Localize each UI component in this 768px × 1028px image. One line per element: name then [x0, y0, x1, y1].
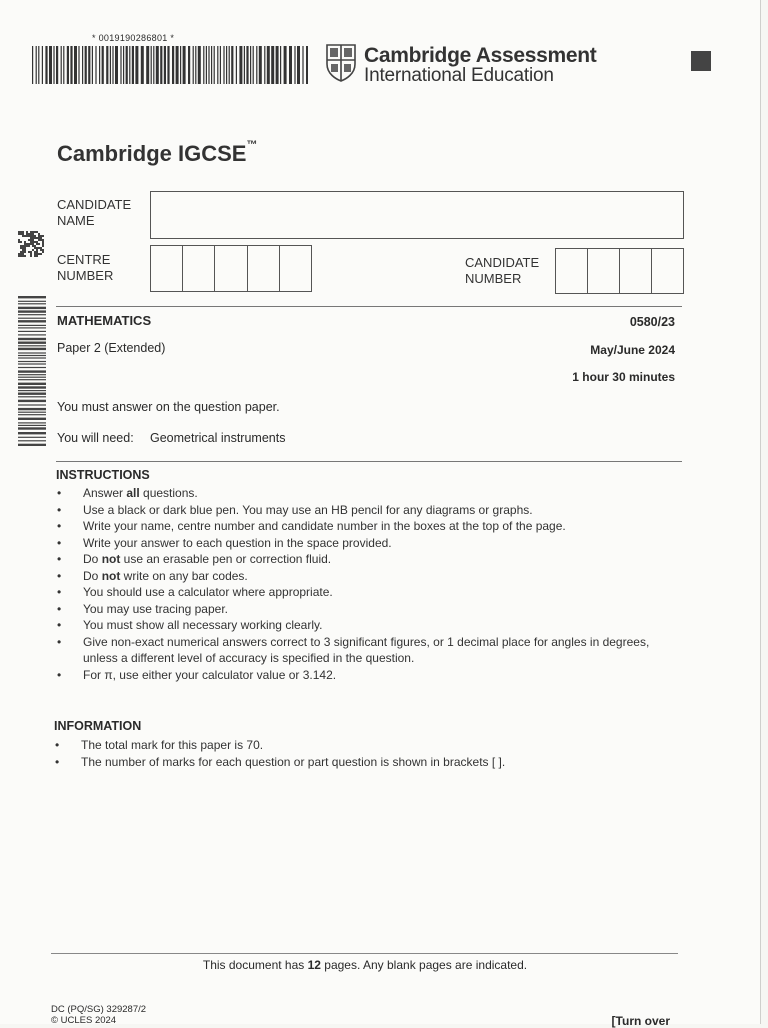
digit-box[interactable]: [280, 246, 311, 291]
dc-code: DC (PQ/SG) 329287/2: [51, 1004, 147, 1015]
exam-session: May/June 2024: [590, 343, 675, 357]
list-item: • For π, use either your calculator value or 3.142.: [57, 667, 657, 684]
digit-box[interactable]: [652, 249, 683, 293]
digit-box[interactable]: [183, 246, 215, 291]
you-will-need-value: Geometrical instruments: [150, 431, 286, 445]
instructions-heading: INSTRUCTIONS: [56, 468, 150, 482]
digit-box[interactable]: [620, 249, 652, 293]
list-item: • Give non-exact numerical answers correct to 3 significant figures, or 1 decimal place for angles in degrees, unless a different level of accuracy is specified in the question.: [57, 634, 657, 667]
digit-box[interactable]: [248, 246, 280, 291]
candidate-number-label: CANDIDATE NUMBER: [465, 255, 540, 286]
centre-number-boxes[interactable]: [150, 245, 312, 292]
copyright: © UCLES 2024: [51, 1015, 117, 1026]
divider: [51, 953, 678, 954]
digit-box[interactable]: [215, 246, 247, 291]
list-item: • You must show all necessary working clearly.: [57, 617, 657, 634]
candidate-name-box[interactable]: [150, 191, 684, 239]
centre-number-label: CENTRE NUMBER: [57, 252, 114, 283]
shield-icon: [326, 44, 356, 82]
logo-line-1: Cambridge Assessment: [364, 44, 597, 67]
digit-box[interactable]: [588, 249, 620, 293]
candidate-name-label: CANDIDATE NAME: [57, 197, 132, 228]
page-count-note: This document has 12 pages. Any blank pages are indicated.: [202, 958, 528, 972]
qr-code: [18, 231, 44, 257]
list-item: • You should use a calculator where appropriate.: [57, 584, 657, 601]
digit-box[interactable]: [151, 246, 183, 291]
list-item: • Use a black or dark blue pen. You may use an HB pencil for any diagrams or graphs.: [57, 502, 657, 519]
paper-name: Paper 2 (Extended): [57, 341, 166, 355]
paper-code: 0580/23: [629, 315, 675, 329]
answer-on-paper-note: You must answer on the question paper.: [57, 400, 280, 414]
list-item: • Answer all questions.: [57, 485, 657, 502]
divider: [56, 306, 682, 307]
information-heading: INFORMATION: [54, 719, 142, 733]
list-item: • Do not use an erasable pen or correction fluid.: [57, 551, 657, 568]
list-item: • Write your answer to each question in the space provided.: [57, 535, 657, 552]
list-item: • Do not write on any bar codes.: [57, 568, 657, 585]
candidate-number-boxes[interactable]: [555, 248, 684, 294]
you-will-need-label: You will need:: [57, 431, 134, 445]
information-list: [55, 737, 655, 770]
divider: [56, 461, 682, 462]
side-barcode: [14, 296, 46, 446]
list-item: • The total mark for this paper is 70.: [55, 737, 655, 754]
document-code: [51, 1004, 146, 1026]
barcode-number: * 0019190286801 *: [92, 33, 175, 43]
subject-title: MATHEMATICS: [57, 313, 152, 328]
barcode-image: [32, 46, 308, 84]
instructions-list: [57, 485, 657, 683]
logo-line-2: International Education: [364, 65, 554, 86]
qualification-title: Cambridge IGCSE™: [57, 139, 258, 166]
list-item: • Write your name, centre number and candidate number in the boxes at the top of the page.: [57, 518, 657, 535]
corner-marker: [691, 51, 711, 71]
list-item: • The number of marks for each question or part question is shown in brackets [ ].: [55, 754, 655, 771]
turn-over-note: [Turn over: [611, 1014, 670, 1028]
list-item: • You may use tracing paper.: [57, 601, 657, 618]
digit-box[interactable]: [556, 249, 588, 293]
exam-duration: 1 hour 30 minutes: [572, 370, 675, 384]
trademark-symbol: ™: [246, 139, 258, 151]
